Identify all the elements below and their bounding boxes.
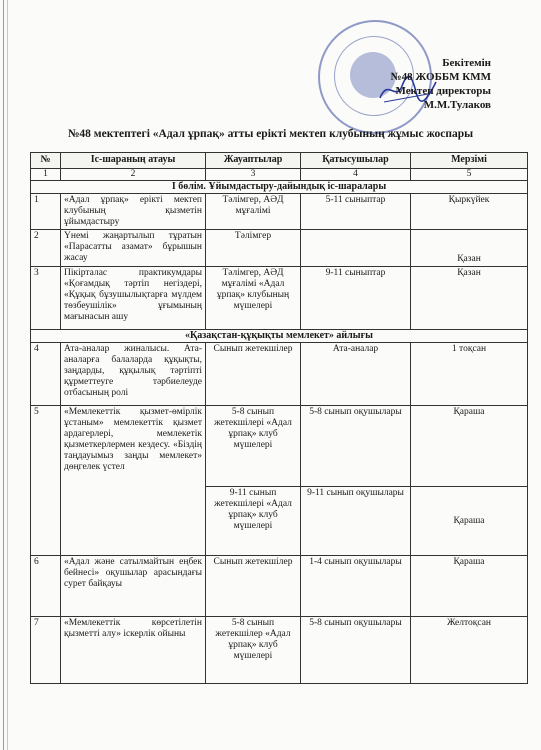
table-row [31,267,528,330]
participants-cell: 5-11 сыныптар [301,194,411,230]
document-title: №48 мектептегі «Адал ұрпақ» атты ерікті мектеп клубының жұмыс жоспары [67,128,474,140]
header-cell-participants: Қатысушылар [301,153,411,169]
section-title: «Қазақстан-құқықты мемлекет» айлығы [31,330,528,343]
row-number: 3 [31,267,61,330]
event-cell: Үнемі жаңартылып тұратын «Парасатты азамат» бұрышын жасау [61,230,206,267]
binding-edge-line [3,0,4,750]
responsible-cell: 9-11 сынып жетекшілері «Адал ұрпақ» клуб мүшелері [206,487,301,556]
participants-cell: 9-11 сыныптар [301,267,411,330]
participants-cell: Ата-аналар [301,343,411,406]
header-cell-number: № [31,153,61,169]
responsible-cell: 5-8 сынып жетекшілері «Адал ұрпақ» клуб мүшелері [206,406,301,487]
deadline-cell: Желтоқсан [411,617,528,684]
header-cell-deadline: Мерзімі [411,153,528,169]
event-cell: «Адал ұрпақ» ерікті мектеп клубының қызметін ұйымдастыру [61,194,206,230]
row-number: 4 [31,343,61,406]
participants-cell: 1-4 сынып оқушылары [301,556,411,617]
deadline-cell: Қазан [411,267,528,330]
responsible-cell: Тәлімгер, АӘД мұғалімі «Адал ұрпақ» клубының мүшелері [206,267,301,330]
column-number-row [31,169,528,181]
responsible-cell: 5-8 сынып жетекшілер «Адал ұрпақ» клуб мүшелері [206,617,301,684]
section-row [31,181,528,194]
table-row [31,343,528,406]
section-row [31,330,528,343]
row-number: 6 [31,556,61,617]
event-cell: Пікірталас практикумдары «Қоғамдық тәртіп негіздері, «Құқық бұзушылықтарға мүлдем төзбеушілік» ұғымының мағынасын ашу [61,267,206,330]
row-number: 7 [31,617,61,684]
event-cell: «Мемлекеттік қызмет-өмірлік ұстаным» мемлекеттік қызмет ардагерлері, мемлекетік қызметкерлермен кездесу. «Біздің таңдауымыз заңды мемлекет» дөңгелек үстел [61,406,206,556]
column-number: 5 [411,169,528,181]
column-number: 1 [31,169,61,181]
row-number: 2 [31,230,61,267]
approval-line: Мектеп директоры [395,85,491,97]
column-number: 3 [206,169,301,181]
deadline-cell: 1 тоқсан [411,343,528,406]
participants-cell: 5-8 сынып оқушылары [301,406,411,487]
section-title: I бөлім. Ұйымдастыру-дайындық іс-шаралары [31,181,528,194]
header-cell-responsible: Жауаптылар [206,153,301,169]
event-cell: «Адал және сатылмайтын еңбек бейнесі» оқушылар арасындағы сурет байқауы [61,556,206,617]
participants-cell: 9-11 сынып оқушылары [301,487,411,556]
deadline-cell: Қараша [411,487,528,556]
responsible-cell: Тәлімгер [206,230,301,267]
approval-line: №48 ЖОББМ КММ [390,71,491,83]
deadline-cell: Қараша [411,556,528,617]
table-row [31,617,528,684]
approval-block [391,56,491,112]
responsible-cell: Тәлімгер, АӘД мұғалімі [206,194,301,230]
column-number: 4 [301,169,411,181]
table-row [31,194,528,230]
participants-cell: 5-8 сынып оқушылары [301,617,411,684]
row-number: 1 [31,194,61,230]
header-row [31,153,528,169]
participants-cell [301,230,411,267]
header-cell-event: Іс-шараның атауы [61,153,206,169]
responsible-cell: Сынып жетекшілер [206,343,301,406]
deadline-cell: Қазан [411,230,528,267]
deadline-cell: Қараша [411,406,528,487]
table-row [31,406,528,487]
row-number: 5 [31,406,61,556]
table-row [31,230,528,267]
column-number: 2 [61,169,206,181]
approval-line: М.М.Тулаков [423,99,491,111]
binding-edge-line [7,0,8,750]
plan-table [30,152,528,684]
event-cell: Ата-аналар жиналысы. Ата-аналарға балаларда құқықты, заңдарды, құқылық тәртіпті құрметтеуге тәрбиелеуде отбасының ролі [61,343,206,406]
table-row [31,556,528,617]
deadline-cell: Қыркүйек [411,194,528,230]
responsible-cell: Сынып жетекшілер [206,556,301,617]
approval-line: Бекітемін [442,57,491,69]
event-cell: «Мемлекеттік көрсетілетін қызметті алу» іскерлік ойыны [61,617,206,684]
